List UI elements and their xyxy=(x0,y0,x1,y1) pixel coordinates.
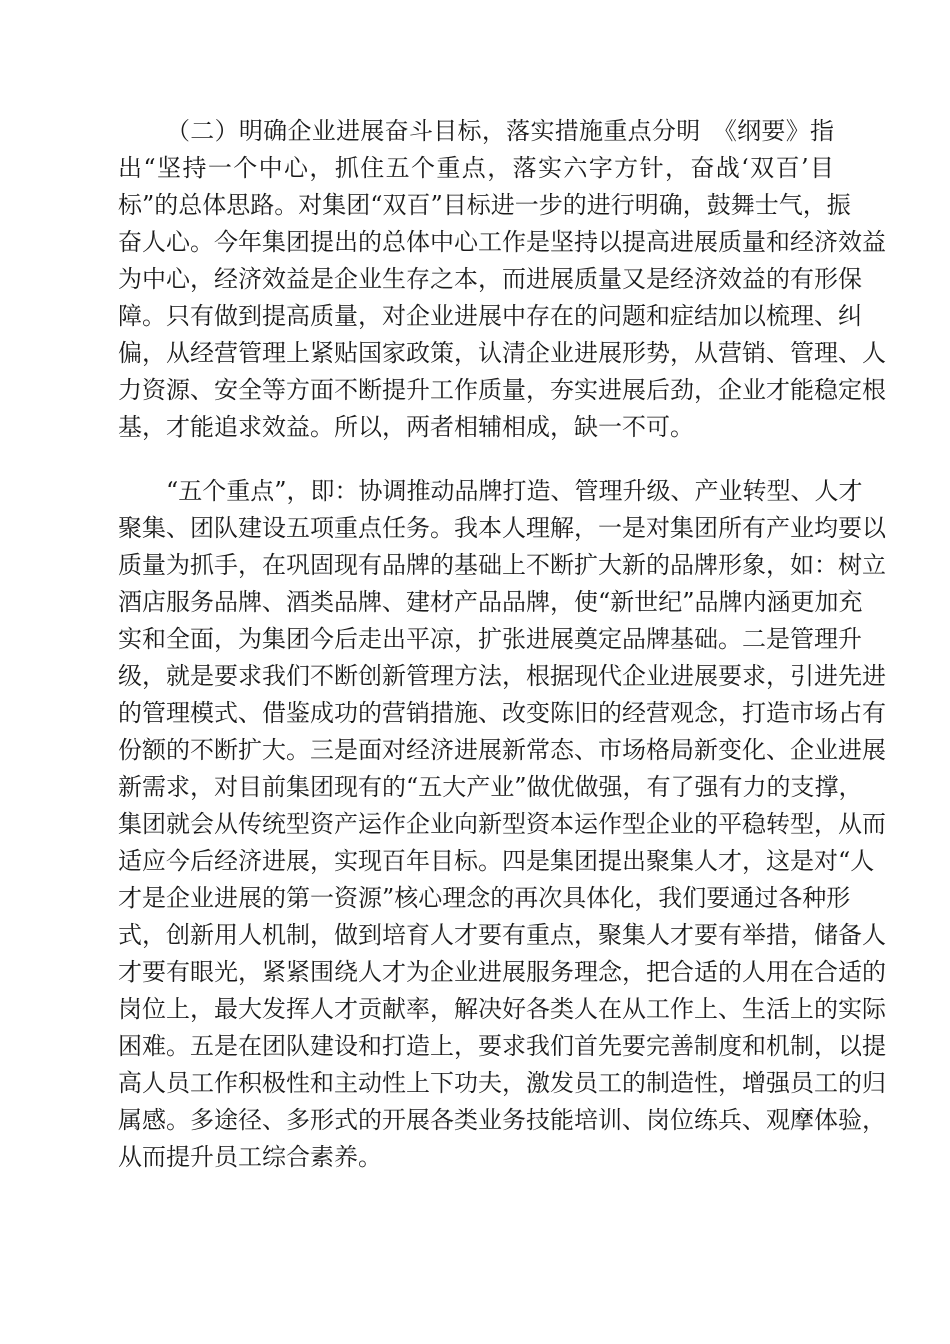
paragraph-1-line-3: 标”的总体思路。对集团“双百”目标进一步的进行明确，鼓舞士气，振 xyxy=(118,191,851,219)
paragraph-2-line-14: 才要有眼光，紧紧围绕人才为企业进展服务理念，把合适的人用在合适的 xyxy=(118,958,886,986)
paragraph-2-line-9: 新需求，对目前集团现有的“五大产业”做优做强，有了强有力的支撑， xyxy=(118,773,863,801)
paragraph-1-line-7: 偏，从经营管理上紧贴国家政策，认清企业进展形势，从营销、管理、人 xyxy=(118,339,886,367)
paragraph-2-line-2: 聚集、团队建设五项重点任务。我本人理解，一是对集团所有产业均要以 xyxy=(118,514,886,542)
paragraph-1-line-4: 奋人心。今年集团提出的总体中心工作是坚持以提高进展质量和经济效益 xyxy=(118,228,886,256)
paragraph-2-line-7: 的管理模式、借鉴成功的营销措施、改变陈旧的经营观念，打造市场占有 xyxy=(118,699,886,727)
paragraph-2-line-6: 级，就是要求我们不断创新管理方法，根据现代企业进展要求，引进先进 xyxy=(118,662,886,690)
paragraph-2-line-15: 岗位上，最大发挥人才贡献率，解决好各类人在从工作上、生活上的实际 xyxy=(118,995,886,1023)
paragraph-1-line-8: 力资源、安全等方面不断提升工作质量，夯实进展后劲，企业才能稳定根 xyxy=(118,376,886,404)
paragraph-1-line-6: 障。只有做到提高质量，对企业进展中存在的问题和症结加以梳理、纠 xyxy=(118,302,862,330)
paragraph-2-line-19: 从而提升员工综合素养。 xyxy=(118,1143,382,1171)
paragraph-2-line-17: 高人员工作积极性和主动性上下功夫，激发员工的制造性，增强员工的归 xyxy=(118,1069,886,1097)
paragraph-1-line-1: （二）明确企业进展奋斗目标，落实措施重点分明 《纲要》指 xyxy=(166,117,834,145)
paragraph-1-line-5: 为中心，经济效益是企业生存之本，而进展质量又是经济效益的有形保 xyxy=(118,265,862,293)
paragraph-2-line-10: 集团就会从传统型资产运作企业向新型资本运作型企业的平稳转型，从而 xyxy=(118,810,886,838)
paragraph-2-line-12: 才是企业进展的第一资源”核心理念的再次具体化，我们要通过各种形 xyxy=(118,884,851,912)
paragraph-2-line-3: 质量为抓手，在巩固现有品牌的基础上不断扩大新的品牌形象，如：树立 xyxy=(118,551,886,579)
paragraph-2-line-4: 酒店服务品牌、酒类品牌、建材产品品牌，使“新世纪”品牌内涵更加充 xyxy=(118,588,863,616)
paragraph-2-line-11: 适应今后经济进展，实现百年目标。四是集团提出聚集人才，这是对“人 xyxy=(118,847,875,875)
paragraph-1-line-9: 基，才能追求效益。所以，两者相辅相成，缺一不可。 xyxy=(118,413,694,441)
paragraph-2-line-13: 式，创新用人机制，做到培育人才要有重点，聚集人才要有举措，储备人 xyxy=(118,921,886,949)
paragraph-1-line-2: 出“坚持一个中心，抓住五个重点，落实六字方针，奋战‘双百’目 xyxy=(118,154,834,182)
paragraph-2-line-16: 困难。五是在团队建设和打造上，要求我们首先要完善制度和机制，以提 xyxy=(118,1032,886,1060)
paragraph-2-line-18: 属感。多途径、多形式的开展各类业务技能培训、岗位练兵、观摩体验， xyxy=(118,1106,886,1134)
paragraph-2-line-5: 实和全面，为集团今后走出平凉，扩张进展奠定品牌基础。二是管理升 xyxy=(118,625,862,653)
paragraph-2-line-1: “五个重点”，即：协调推动品牌打造、管理升级、产业转型、人才 xyxy=(166,477,863,505)
paragraph-2-line-8: 份额的不断扩大。三是面对经济进展新常态、市场格局新变化、企业进展 xyxy=(118,736,886,764)
